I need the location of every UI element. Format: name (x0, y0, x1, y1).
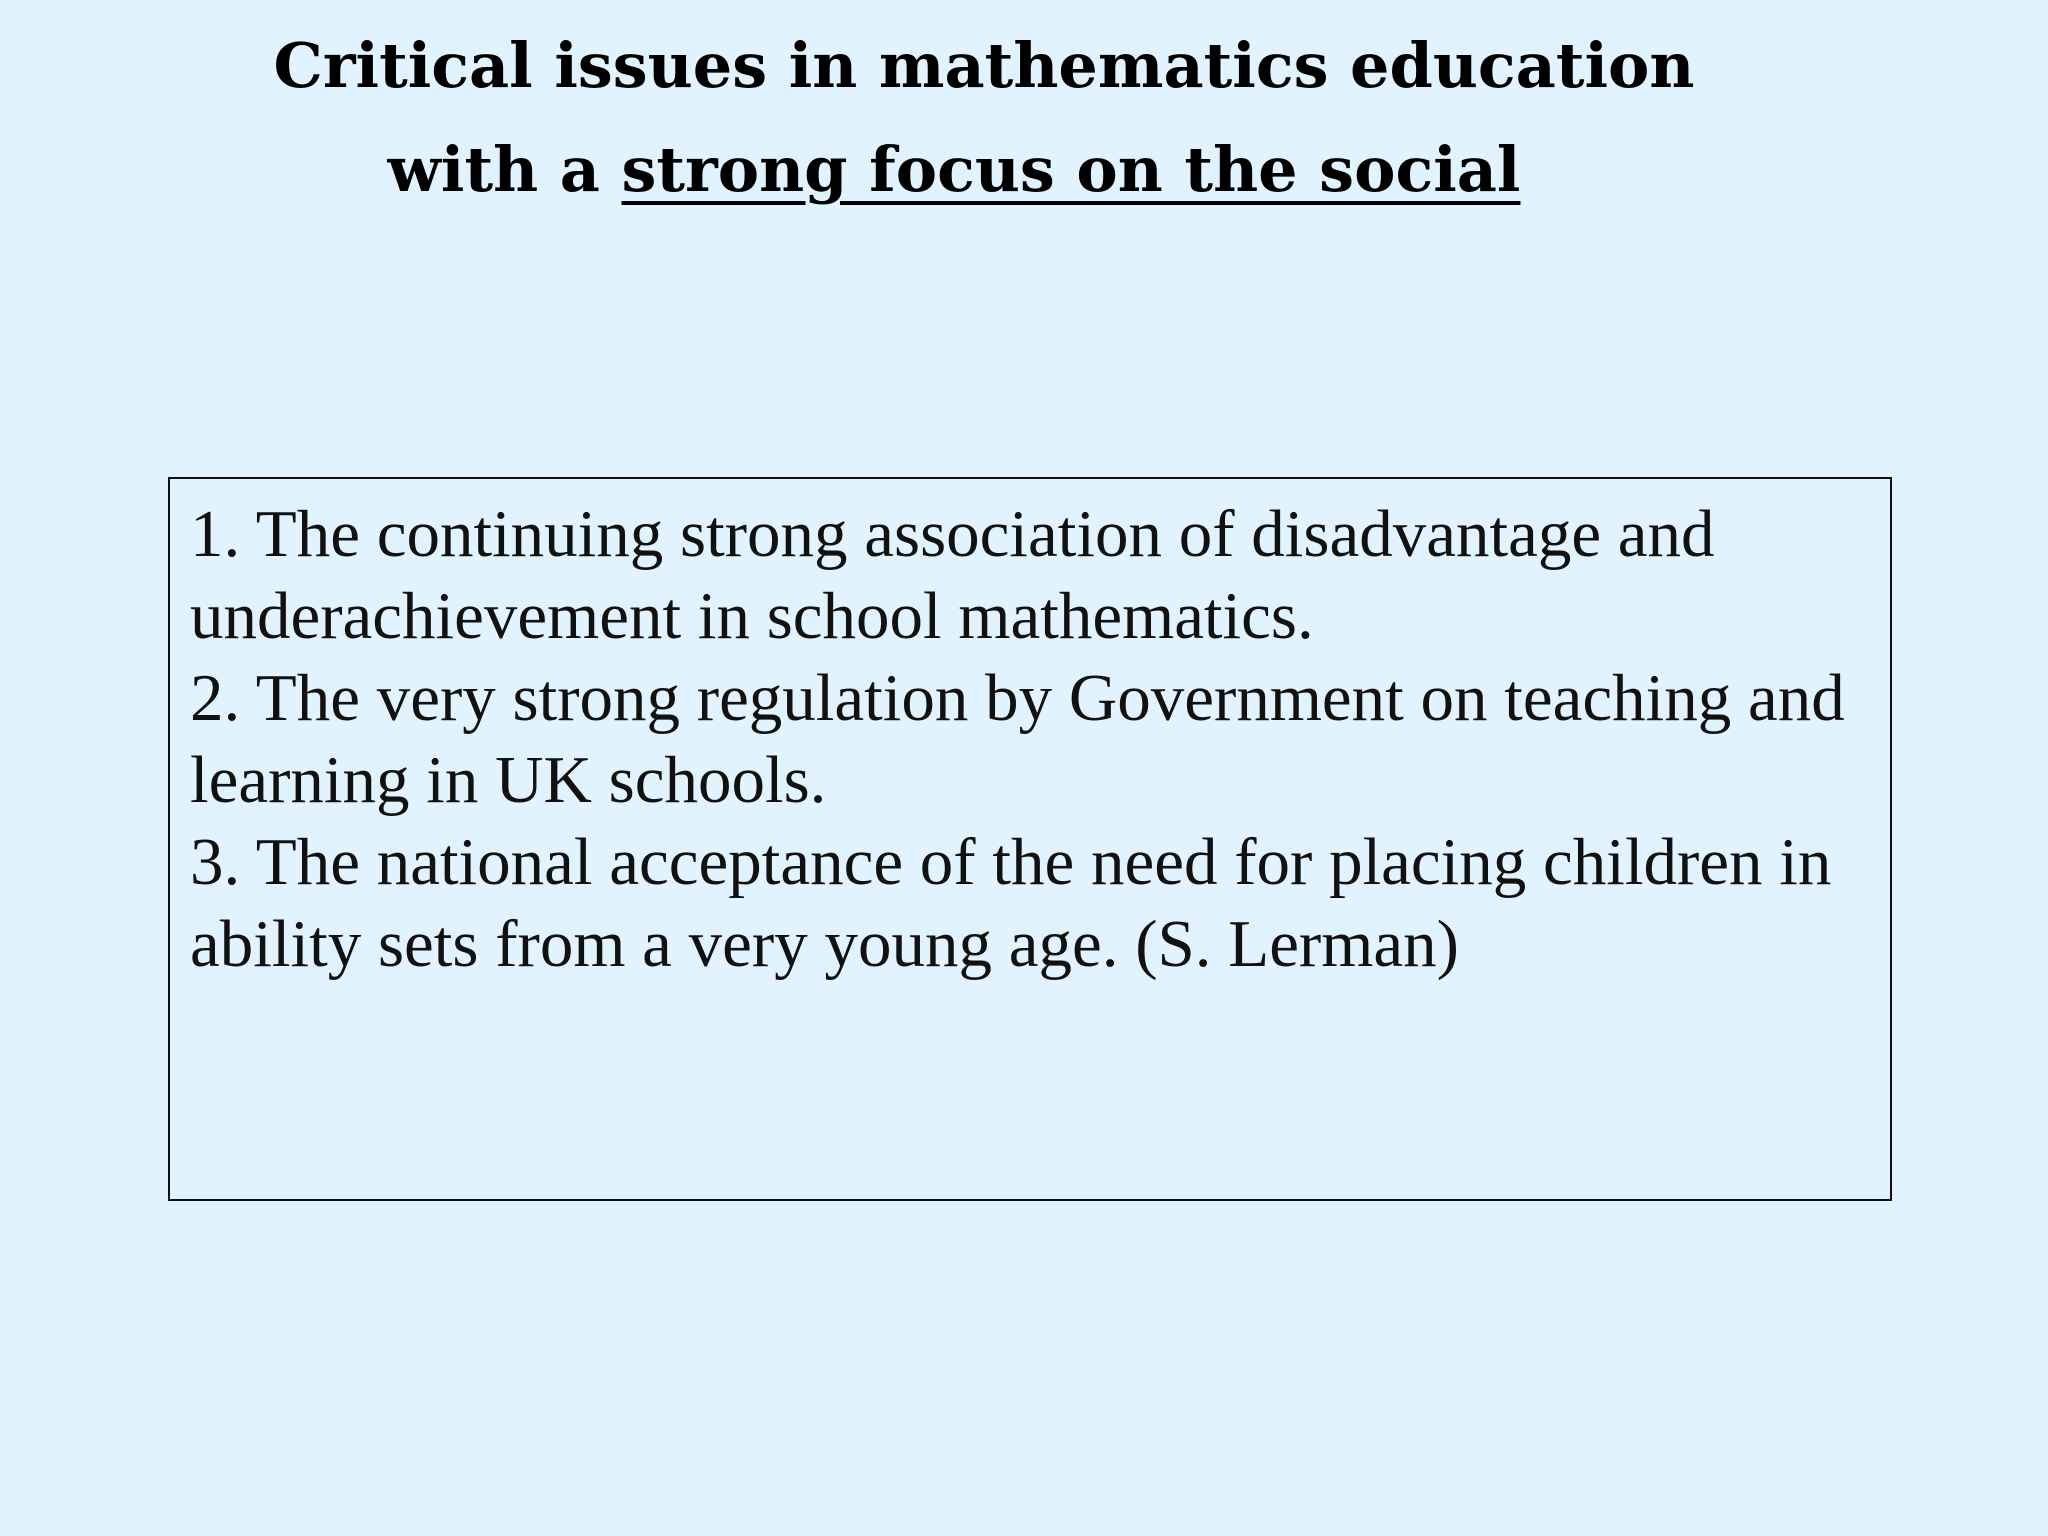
title-line-1: Critical issues in mathematics education (273, 29, 1695, 102)
issues-box (168, 477, 1892, 1201)
title-line-2-prefix: with a (387, 133, 622, 206)
title-emphasis: strong focus on the social (621, 133, 1521, 206)
slide-title (0, 14, 2048, 222)
title-line-2 (0, 118, 2048, 222)
issue-item-2: 2. The very strong regulation by Government on teaching and learning in UK schools. (190, 661, 1845, 817)
issue-item-3: 3. The national acceptance of the need for placing children in ability sets from a very young age. (S. Lerman) (190, 825, 1832, 981)
issues-list (190, 493, 1880, 985)
issue-item-1: 1. The continuing strong association of disadvantage and underachievement in school mathematics. (190, 497, 1715, 653)
